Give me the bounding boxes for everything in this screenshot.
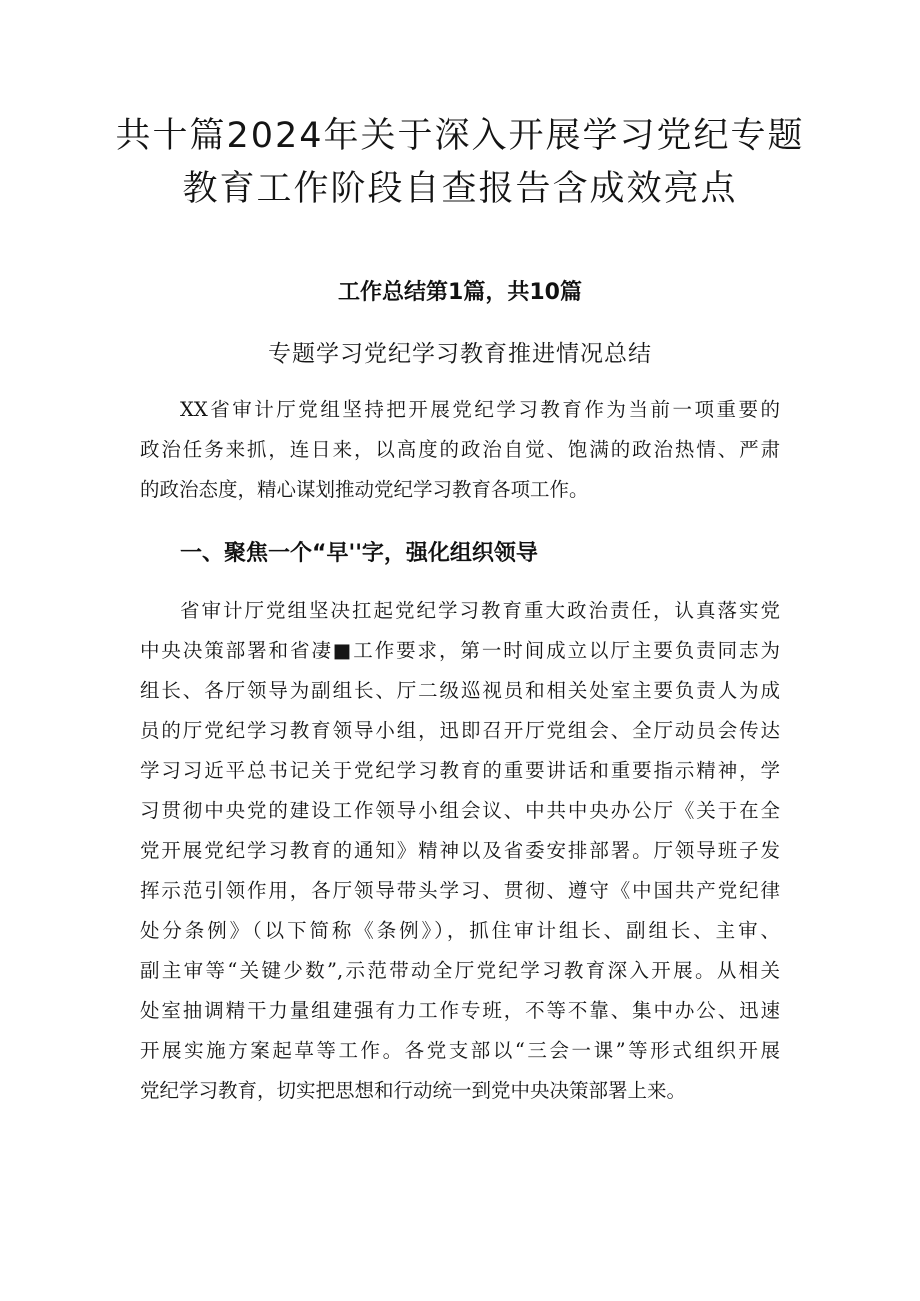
body-line: 中央决策部署和省凄■工作要求，第一时间成立以厅主要负责同志为 <box>140 639 780 662</box>
intro-line: 政治任务来抓，连日来，以高度的政治自觉、饱满的政治热情、严肃 <box>140 438 780 461</box>
body-line: 挥示范引领作用，各厅领导带头学习、贯彻、遵守《中国共产党纪律 <box>140 879 780 902</box>
body-line: 习贯彻中央党的建设工作领导小组会议、中共中央办公厅《关于在全 <box>140 799 780 822</box>
part-heading: 工作总结第1篇，共10篇 <box>338 280 582 305</box>
intro-line: 的政治态度，精心谋划推动党纪学习教育各项工作。 <box>140 478 589 501</box>
sub-heading: 专题学习党纪学习教育推进情况总结 <box>268 341 652 367</box>
document-title-line-1: 共十篇2024年关于深入开展学习党纪专题 <box>115 116 805 156</box>
intro-line: XX省审计厅党组坚持把开展党纪学习教育作为当前一项重要的 <box>180 398 780 421</box>
body-line: 组长、各厅领导为副组长、厅二级巡视员和相关处室主要负责人为成 <box>140 679 780 702</box>
body-line: 学习习近平总书记关于党纪学习教育的重要讲话和重要指示精神，学 <box>140 759 780 782</box>
intro-paragraph <box>140 390 780 510</box>
body-line: 党开展党纪学习教育的通知》精神以及省委安排部署。厅领导班子发 <box>140 839 780 862</box>
body-line: 省审计厅党组坚决扛起党纪学习教育重大政治责任，认真落实党 <box>180 599 780 622</box>
body-paragraph <box>140 591 780 1111</box>
body-line: 处分条例》（以下简称《条例》），抓住审计组长、副组长、主审、 <box>140 919 780 942</box>
body-line: 员的厅党纪学习教育领导小组，迅即召开厅党组会、全厅动员会传达 <box>140 719 780 742</box>
section-heading: 一、聚焦一个“早''字，强化组织领导 <box>180 541 538 566</box>
body-line: 副主审等“关键少数”,示范带动全厅党纪学习教育深入开展。从相关 <box>140 959 780 982</box>
body-line: 党纪学习教育，切实把思想和行动统一到党中央决策部署上来。 <box>140 1079 687 1102</box>
body-line: 开展实施方案起草等工作。各党支部以“三会一课”等形式组织开展 <box>140 1039 780 1062</box>
document-title-line-2: 教育工作阶段自查报告含成效亮点 <box>182 169 738 209</box>
body-line: 处室抽调精干力量组建强有力工作专班，不等不靠、集中办公、迅速 <box>140 999 780 1022</box>
